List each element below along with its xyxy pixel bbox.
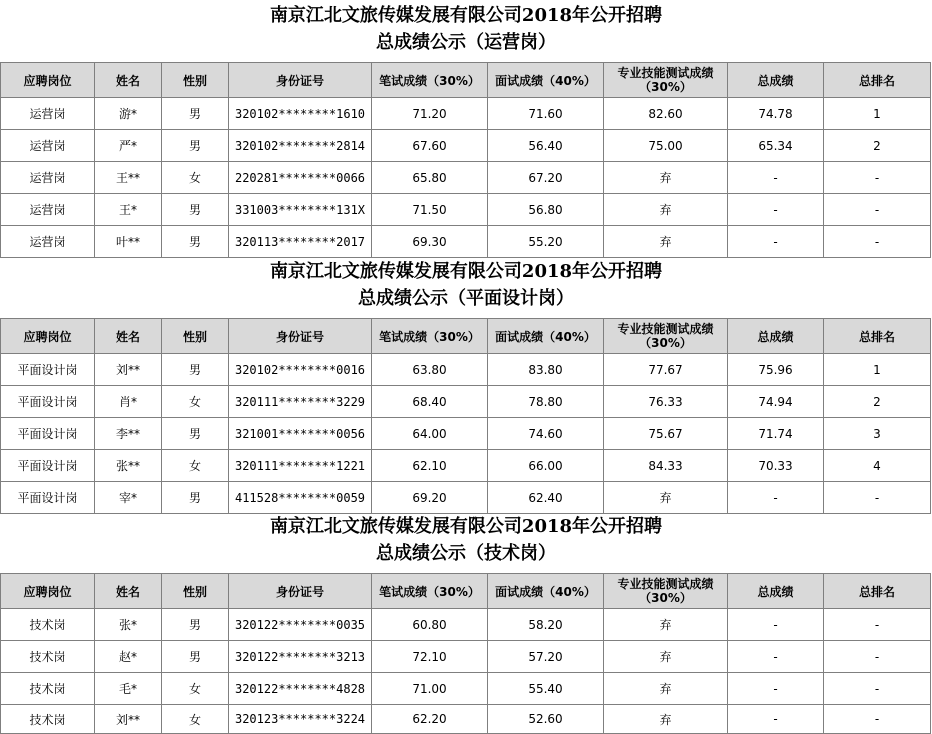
table-cell: 65.80 (372, 162, 488, 194)
column-header: 面试成绩（40%） (488, 574, 604, 609)
table-cell: 68.40 (372, 386, 488, 418)
table-cell: 运营岗 (1, 162, 95, 194)
table-cell: 82.60 (604, 98, 728, 130)
table-cell: 74.94 (728, 386, 824, 418)
table-cell: 运营岗 (1, 98, 95, 130)
table-cell: 75.96 (728, 354, 824, 386)
table-cell: 刘** (95, 705, 162, 734)
table-row (1, 354, 931, 386)
table-cell: 张* (95, 609, 162, 641)
table-cell: 4 (824, 450, 931, 482)
table-cell: 男 (162, 418, 229, 450)
table-cell: 女 (162, 386, 229, 418)
column-header: 性别 (162, 63, 229, 98)
table-row (1, 673, 931, 705)
table-cell: 技术岗 (1, 705, 95, 734)
table-cell: - (728, 673, 824, 705)
table-cell: 55.40 (488, 673, 604, 705)
table-cell: 320102********0016 (229, 354, 372, 386)
table-cell: 张** (95, 450, 162, 482)
column-header: 应聘岗位 (1, 574, 95, 609)
table-cell: 74.60 (488, 418, 604, 450)
table-cell: 赵* (95, 641, 162, 673)
column-header: 总成绩 (728, 574, 824, 609)
table-cell: - (824, 194, 931, 226)
column-header: 身份证号 (229, 319, 372, 354)
table-header-row (1, 574, 931, 609)
table-row (1, 609, 931, 641)
column-header: 面试成绩（40%） (488, 319, 604, 354)
table-cell: 弃 (604, 194, 728, 226)
table-cell: 平面设计岗 (1, 386, 95, 418)
column-header: 笔试成绩（30%） (372, 574, 488, 609)
section-subtitle: 总成绩公示（运营岗） (376, 32, 556, 53)
table-cell: - (824, 482, 931, 514)
table-cell: 56.40 (488, 130, 604, 162)
table-cell: 严* (95, 130, 162, 162)
table-cell: 69.20 (372, 482, 488, 514)
table-cell: 男 (162, 226, 229, 258)
table-cell: 320123********3224 (229, 705, 372, 734)
table-cell: - (728, 194, 824, 226)
table-cell: 王* (95, 194, 162, 226)
column-header: 姓名 (95, 574, 162, 609)
table-cell: 游* (95, 98, 162, 130)
table-cell: - (824, 705, 931, 734)
table-cell: 55.20 (488, 226, 604, 258)
table-cell: 320111********1221 (229, 450, 372, 482)
table-cell: 男 (162, 641, 229, 673)
table-cell: 67.20 (488, 162, 604, 194)
table-cell: 78.80 (488, 386, 604, 418)
column-header: 笔试成绩（30%） (372, 63, 488, 98)
table-cell: 2 (824, 130, 931, 162)
table-cell: 411528********0059 (229, 482, 372, 514)
section-subtitle: 总成绩公示（平面设计岗） (358, 288, 574, 309)
table-cell: 320122********3213 (229, 641, 372, 673)
table-cell: 65.34 (728, 130, 824, 162)
table-cell: 弃 (604, 641, 728, 673)
table-cell: 321001********0056 (229, 418, 372, 450)
table-cell: - (728, 609, 824, 641)
table-cell: 64.00 (372, 418, 488, 450)
table-cell: 2 (824, 386, 931, 418)
table-cell: 75.67 (604, 418, 728, 450)
table-cell: 62.20 (372, 705, 488, 734)
table-cell: - (824, 641, 931, 673)
column-header: 总成绩 (728, 63, 824, 98)
table-cell: 刘** (95, 354, 162, 386)
table-cell: 320122********4828 (229, 673, 372, 705)
table-cell: - (824, 673, 931, 705)
table-cell: 肖* (95, 386, 162, 418)
table-cell: - (824, 226, 931, 258)
table-cell: - (728, 226, 824, 258)
table-cell: 女 (162, 162, 229, 194)
table-cell: 71.60 (488, 98, 604, 130)
table-cell: 56.80 (488, 194, 604, 226)
table-cell: 70.33 (728, 450, 824, 482)
table-row (1, 162, 931, 194)
table-cell: 74.78 (728, 98, 824, 130)
table-cell: 男 (162, 482, 229, 514)
table-cell: 320122********0035 (229, 609, 372, 641)
table-cell: 83.80 (488, 354, 604, 386)
table-cell: 71.50 (372, 194, 488, 226)
table-cell: 弃 (604, 482, 728, 514)
column-header: 面试成绩（40%） (488, 63, 604, 98)
table-cell: - (824, 609, 931, 641)
table-cell: 77.67 (604, 354, 728, 386)
table-cell: 女 (162, 450, 229, 482)
table-cell: 女 (162, 673, 229, 705)
section-subtitle: 总成绩公示（技术岗） (376, 543, 556, 564)
table-header-row (1, 63, 931, 98)
table-cell: 运营岗 (1, 130, 95, 162)
column-header: 应聘岗位 (1, 319, 95, 354)
table-cell: 弃 (604, 162, 728, 194)
table-cell: 技术岗 (1, 609, 95, 641)
table-cell: 男 (162, 130, 229, 162)
table-cell: 男 (162, 194, 229, 226)
score-table (0, 573, 931, 734)
table-cell: 71.74 (728, 418, 824, 450)
table-cell: 72.10 (372, 641, 488, 673)
table-cell: 弃 (604, 609, 728, 641)
table-cell: 运营岗 (1, 226, 95, 258)
table-cell: 1 (824, 98, 931, 130)
table-row (1, 705, 931, 734)
column-header: 总排名 (824, 63, 931, 98)
table-header-row (1, 319, 931, 354)
table-cell: 71.20 (372, 98, 488, 130)
table-cell: 84.33 (604, 450, 728, 482)
column-header: 性别 (162, 319, 229, 354)
table-cell: 320102********1610 (229, 98, 372, 130)
table-row (1, 98, 931, 130)
table-cell: 71.00 (372, 673, 488, 705)
table-cell: 弃 (604, 673, 728, 705)
score-table (0, 318, 931, 514)
table-row (1, 482, 931, 514)
table-cell: 男 (162, 98, 229, 130)
table-cell: 62.10 (372, 450, 488, 482)
table-cell: 男 (162, 609, 229, 641)
table-row (1, 418, 931, 450)
table-cell: 平面设计岗 (1, 482, 95, 514)
table-cell: 运营岗 (1, 194, 95, 226)
table-cell: 69.30 (372, 226, 488, 258)
table-cell: 75.00 (604, 130, 728, 162)
company-title: 南京江北文旅传媒发展有限公司2018年公开招聘 (269, 5, 663, 26)
table-cell: 毛* (95, 673, 162, 705)
table-cell: 1 (824, 354, 931, 386)
table-cell: 62.40 (488, 482, 604, 514)
table-cell: 弃 (604, 226, 728, 258)
table-cell: 67.60 (372, 130, 488, 162)
column-header: 专业技能测试成绩（30%） (604, 63, 728, 98)
column-header: 姓名 (95, 319, 162, 354)
column-header: 身份证号 (229, 574, 372, 609)
table-cell: 331003********131X (229, 194, 372, 226)
table-cell: - (728, 641, 824, 673)
table-row (1, 130, 931, 162)
column-header: 总排名 (824, 319, 931, 354)
column-header: 总排名 (824, 574, 931, 609)
table-cell: 60.80 (372, 609, 488, 641)
table-cell: - (728, 162, 824, 194)
table-cell: 弃 (604, 705, 728, 734)
table-row (1, 194, 931, 226)
table-cell: 王** (95, 162, 162, 194)
column-header: 笔试成绩（30%） (372, 319, 488, 354)
table-cell: 57.20 (488, 641, 604, 673)
column-header: 姓名 (95, 63, 162, 98)
table-row (1, 641, 931, 673)
table-cell: 女 (162, 705, 229, 734)
column-header: 专业技能测试成绩（30%） (604, 319, 728, 354)
company-title: 南京江北文旅传媒发展有限公司2018年公开招聘 (269, 261, 663, 282)
table-cell: 220281********0066 (229, 162, 372, 194)
table-cell: 平面设计岗 (1, 418, 95, 450)
table-row (1, 386, 931, 418)
table-row (1, 450, 931, 482)
table-cell: - (824, 162, 931, 194)
score-table (0, 62, 931, 258)
column-header: 应聘岗位 (1, 63, 95, 98)
column-header: 性别 (162, 574, 229, 609)
column-header: 专业技能测试成绩（30%） (604, 574, 728, 609)
table-cell: - (728, 705, 824, 734)
table-cell: 3 (824, 418, 931, 450)
table-cell: 技术岗 (1, 641, 95, 673)
table-cell: 李** (95, 418, 162, 450)
table-cell: 320113********2017 (229, 226, 372, 258)
table-cell: 66.00 (488, 450, 604, 482)
table-cell: 男 (162, 354, 229, 386)
company-title: 南京江北文旅传媒发展有限公司2018年公开招聘 (269, 516, 663, 537)
table-cell: - (728, 482, 824, 514)
column-header: 身份证号 (229, 63, 372, 98)
table-cell: 技术岗 (1, 673, 95, 705)
table-cell: 宰* (95, 482, 162, 514)
table-cell: 63.80 (372, 354, 488, 386)
table-cell: 320102********2814 (229, 130, 372, 162)
table-cell: 76.33 (604, 386, 728, 418)
table-cell: 52.60 (488, 705, 604, 734)
table-cell: 320111********3229 (229, 386, 372, 418)
table-cell: 平面设计岗 (1, 354, 95, 386)
table-cell: 平面设计岗 (1, 450, 95, 482)
table-cell: 58.20 (488, 609, 604, 641)
table-row (1, 226, 931, 258)
column-header: 总成绩 (728, 319, 824, 354)
table-cell: 叶** (95, 226, 162, 258)
